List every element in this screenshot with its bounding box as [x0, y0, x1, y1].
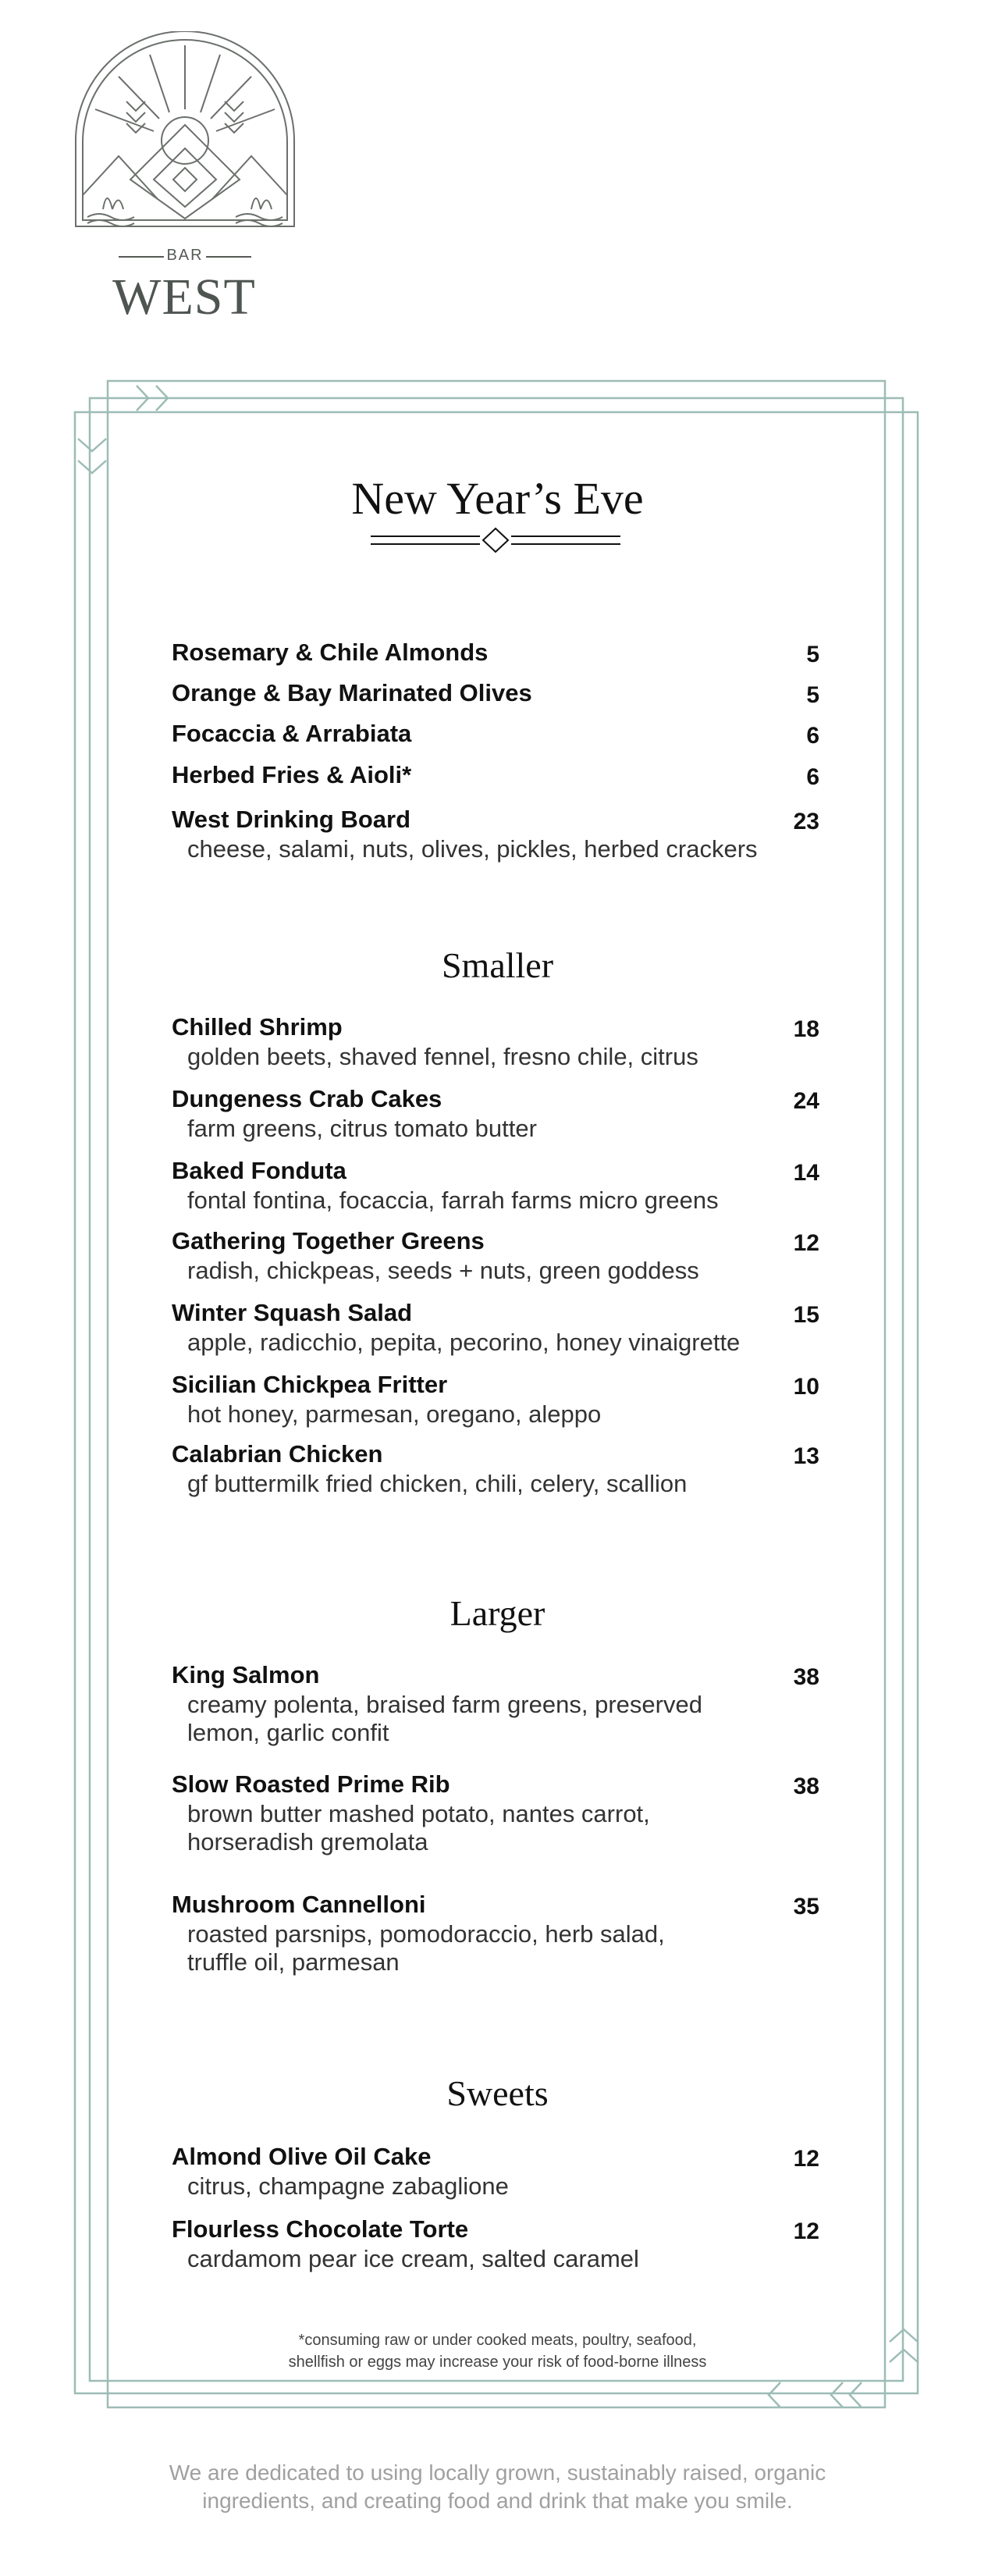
menu-item — [172, 761, 819, 791]
item-name: Calabrian Chicken — [172, 1440, 383, 1468]
menu-title: New Year’s Eve — [351, 473, 644, 524]
item-price: 23 — [793, 809, 819, 834]
item-description: cardamom pear ice cream, salted caramel — [187, 2245, 639, 2272]
menu-item — [172, 720, 819, 749]
item-description: fontal fontina, focaccia, farrah farms micro greens — [187, 1187, 719, 1214]
item-description-line: truffle oil, parmesan — [187, 1948, 400, 1976]
section-title-larger: Larger — [450, 1593, 545, 1633]
title-divider-ornament — [371, 527, 620, 555]
menu-item — [172, 679, 819, 709]
food-safety-disclaimer — [0, 2329, 995, 2373]
item-description-line: creamy polenta, braised farm greens, preserved — [187, 1691, 702, 1718]
menu-item — [172, 1770, 819, 1856]
menu-item — [172, 1371, 819, 1429]
item-price: 12 — [793, 2146, 819, 2172]
menu-item — [172, 806, 819, 863]
menu-item — [172, 1891, 819, 1976]
item-description: radish, chickpeas, seeds + nuts, green goddess — [187, 1257, 699, 1284]
item-name: Gathering Together Greens — [172, 1227, 485, 1254]
item-price: 5 — [806, 682, 819, 708]
bar-west-logo — [72, 31, 306, 343]
menu-item — [172, 1013, 819, 1071]
item-name: Rosemary & Chile Almonds — [172, 639, 489, 666]
item-name: Almond Olive Oil Cake — [172, 2143, 432, 2170]
item-price: 13 — [793, 1443, 819, 1469]
item-name: Sicilian Chickpea Fritter — [172, 1371, 448, 1398]
item-description-line: roasted parsnips, pomodoraccio, herb salad, — [187, 1920, 665, 1948]
item-name: Chilled Shrimp — [172, 1013, 343, 1041]
item-price: 14 — [793, 1160, 819, 1186]
item-description: farm greens, citrus tomato butter — [187, 1115, 537, 1142]
menu-item — [172, 1661, 819, 1747]
section-title-smaller: Smaller — [441, 945, 554, 985]
item-name: Baked Fonduta — [172, 1157, 346, 1184]
item-name: King Salmon — [172, 1661, 320, 1688]
item-name: Flourless Chocolate Torte — [172, 2215, 469, 2243]
disclaimer-line: *consuming raw or under cooked meats, poultry, seafood, — [298, 2332, 697, 2349]
item-price: 12 — [793, 2218, 819, 2244]
menu-item — [172, 1440, 819, 1498]
mission-statement — [0, 2459, 995, 2515]
item-price: 38 — [793, 1774, 819, 1799]
item-price: 5 — [806, 642, 819, 667]
item-description-line: horseradish gremolata — [187, 1828, 428, 1856]
item-name: West Drinking Board — [172, 806, 411, 833]
item-description: hot honey, parmesan, oregano, aleppo — [187, 1400, 602, 1428]
item-name: Focaccia & Arrabiata — [172, 720, 412, 747]
menu-item — [172, 1227, 819, 1285]
footer-line: We are dedicated to using locally grown, sustainably raised, organic — [169, 2460, 826, 2485]
item-price: 12 — [793, 1230, 819, 1256]
item-price: 24 — [793, 1088, 819, 1114]
item-price: 10 — [793, 1374, 819, 1400]
item-price: 18 — [793, 1016, 819, 1042]
sunrise-mountains-emblem-icon — [72, 31, 306, 234]
item-name: Mushroom Cannelloni — [172, 1891, 426, 1918]
brand-name: WEST — [112, 269, 256, 326]
item-name: Orange & Bay Marinated Olives — [172, 679, 532, 706]
item-name: Herbed Fries & Aioli* — [172, 761, 412, 788]
footer-line: ingredients, and creating food and drink that make you smile. — [202, 2489, 793, 2513]
item-description: gf buttermilk fried chicken, chili, celery, scallion — [187, 1470, 688, 1497]
menu-item — [172, 1299, 819, 1357]
menu-item — [172, 1157, 819, 1215]
item-description: citrus, champagne zabaglione — [187, 2172, 509, 2200]
menu-item — [172, 1085, 819, 1143]
item-price: 6 — [806, 723, 819, 749]
item-price: 38 — [793, 1664, 819, 1690]
item-name: Winter Squash Salad — [172, 1299, 413, 1326]
item-description-line: brown butter mashed potato, nantes carrot, — [187, 1800, 650, 1827]
item-price: 6 — [806, 764, 819, 790]
menu-item — [172, 639, 819, 668]
item-price: 15 — [793, 1302, 819, 1328]
item-price: 35 — [793, 1894, 819, 1920]
item-description-line: lemon, garlic confit — [187, 1719, 389, 1746]
item-name: Dungeness Crab Cakes — [172, 1085, 442, 1112]
menu-item — [172, 2215, 819, 2273]
item-description: cheese, salami, nuts, olives, pickles, herbed crackers — [187, 835, 758, 863]
item-name: Slow Roasted Prime Rib — [172, 1770, 450, 1798]
item-description: golden beets, shaved fennel, fresno chile, citrus — [187, 1043, 698, 1070]
brand-bar-label: BAR — [112, 247, 258, 265]
item-description: apple, radicchio, pepita, pecorino, honey vinaigrette — [187, 1329, 741, 1356]
disclaimer-line: shellfish or eggs may increase your risk of food-borne illness — [288, 2354, 707, 2371]
section-title-sweets: Sweets — [446, 2073, 549, 2113]
menu-item — [172, 2143, 819, 2201]
